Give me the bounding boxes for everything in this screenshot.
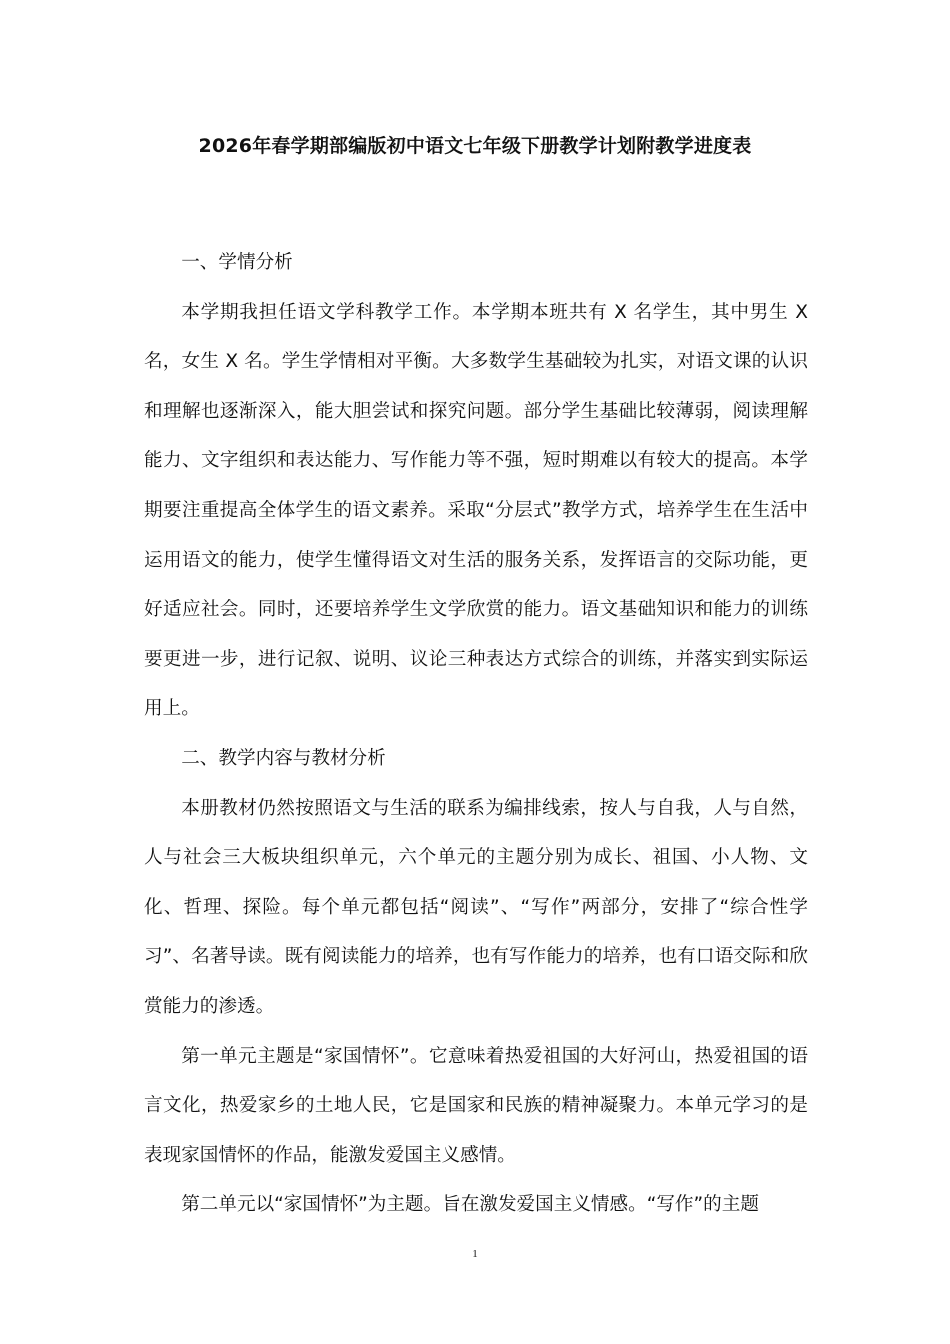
section-heading-1: 一、学情分析 — [181, 252, 293, 273]
document-title: 2026年春学期部编版初中语文七年级下册教学计划附教学进度表 — [198, 135, 752, 157]
paragraph-unit-two: 第二单元以“家国情怀”为主题。旨在激发爱国主义情感。“写作”的主题 — [181, 1194, 759, 1216]
page-number: 1 — [472, 1248, 478, 1260]
section-heading-2: 二、教学内容与教材分析 — [181, 747, 386, 769]
paragraph-unit-one: 第一单元主题是“家国情怀”。它意味着热爱祖国的大好河山，热爱祖国的语言文化，热爱家乡的土地人民，它是国家和民族的精神凝聚力。本单元学习的是表现家国情怀的作品，能激发爱国主义感情。 — [144, 1045, 808, 1166]
document-body — [144, 238, 808, 1230]
paragraph-textbook-analysis: 本册教材仍然按照语文与生活的联系为编排线索，按人与自我，人与自然，人与社会三大板块组织单元，六个单元的主题分别为成长、祖国、小人物、文化、哲理、探险。每个单元都包括“阅读”、“写作”两部分，安排了“综合性学习”、名著导读。既有阅读能力的培养，也有写作能力的培养，也有口语交际和欣赏能力的渗透。 — [144, 797, 808, 1017]
paragraph-student-analysis: 本学期我担任语文学科教学工作。本学期本班共有 X 名学生，其中男生 X 名，女生 X 名。学生学情相对平衡。大多数学生基础较为扎实，对语文课的认识和理解也逐渐深入，能大胆尝试和探究问题。部分学生基础比较薄弱，阅读理解能力、文字组织和表达能力、写作能力等不强，短时期难以有较大的提高。本学期要注重提高全体学生的语文素养。采取“分层式”教学方式，培养学生在生活中运用语文的能力，使学生懂得语文对生活的服务关系，发挥语言的交际功能，更好适应社会。同时，还要培养学生文学欣赏的能力。语文基础知识和能力的训练要更进一步，进行记叙、说明、议论三种表达方式综合的训练，并落实到实际运用上。 — [144, 301, 808, 720]
